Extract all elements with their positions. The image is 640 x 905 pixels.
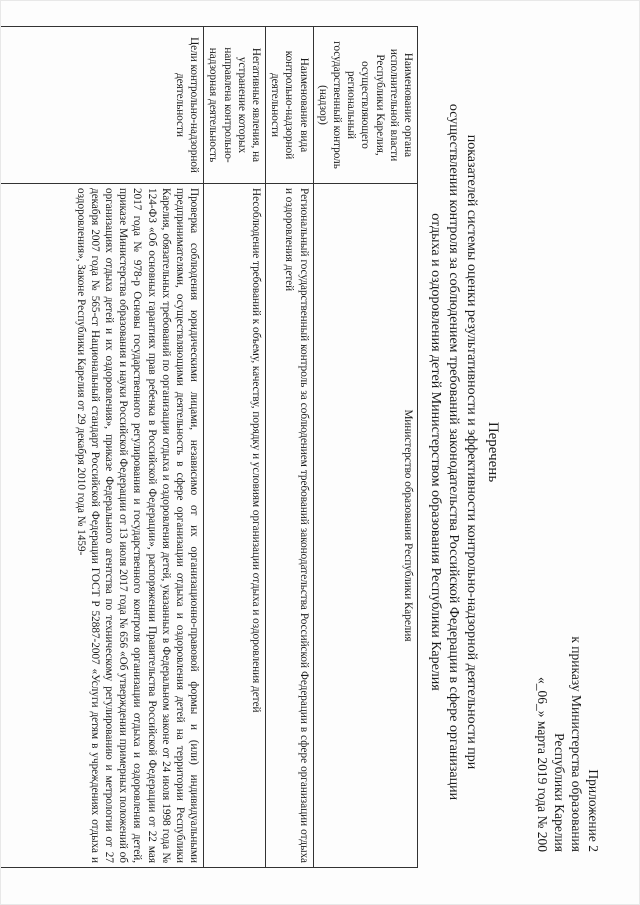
title-line-1: показателей системы оценки результативности и эффективности контрольно-надзорной деятельности при	[464, 134, 479, 770]
title-line-3: отдыха и оздоровления детей Министерством образования Республики Карелия	[428, 213, 443, 691]
appendix-order-ref: к приказу Министерства образования	[569, 636, 584, 852]
table-row	[313, 27, 417, 868]
appendix-header	[534, 552, 602, 852]
document-title	[426, 32, 502, 872]
table-row	[0, 27, 204, 868]
row-value: Несоблюдение требований к объему, качеству, порядку и условиям организации отдыха и оздоровления детей	[204, 184, 266, 868]
title-main: Перечень	[485, 421, 501, 483]
appendix-date: «_06_» марта 2019 года № 200	[535, 677, 550, 852]
appendix-title: Приложение 2	[586, 769, 601, 852]
row-label: Цели контрольно-надзорной деятельности	[0, 27, 204, 184]
row-value: Проверка соблюдения юридическими лицами, независимо от их организационно-правовой формы и (или) индивидуальными предпринимателями, осуществляющими деятельность в сфере организации отдыха и оздоровления детей на территории Республики Карелия, обязательных требований по организации отдыха и оздоровления детей, указанных в Федеральном законе от 24 июля 1998 года № 124-ФЗ «Об основных гарантиях прав ребенка в Российской Федерации», распоряжении Правительства Российской Федерации от 22 мая 2017 года № 978-р Основы государственного регулирования и государственного контроля организации отдыха и оздоровления детей, приказе Министерства образования и науки Российской Федерации от 13 июля 2017 года № 656 «Об утверждении примерных положений об организациях отдыха детей и их оздоровления», приказе Федерального агентства по техническому регулированию и метрологии от 27 декабря 2007 года № 565-ст Национальный стандарт Российской Федерации ГОСТ Р 52887-2007 «Услуги детям в учреждениях отдыха и оздоровления», Законе Республики Карелия от 29 декабря 2010 года № 1459-	[0, 184, 204, 868]
table-row	[204, 27, 266, 868]
table-row	[265, 27, 313, 868]
indicators-table	[0, 26, 418, 868]
row-label: Негативные явления, на устранение которых направлена контрольно-надзорная деятельность	[204, 27, 266, 184]
rotated-sheet	[30, 12, 610, 892]
appendix-republic: Республики Карелия	[552, 733, 567, 852]
row-value: Министерство образования Республики Карелия	[313, 184, 417, 868]
row-label: Наименование органа исполнительной власти Республики Карелия, осуществляющего региональный государственный контроль (надзор)	[313, 27, 417, 184]
row-value: Региональный государственный контроль за соблюдением требований законодательства Российской Федерации в сфере организации отдыха и оздоровления детей	[265, 184, 313, 868]
row-label: Наименование вида контрольно-надзорной деятельности	[265, 27, 313, 184]
title-line-2: осуществлении контроля за соблюдением требований законодательства Российской Федерации в сфере организации	[446, 103, 461, 801]
